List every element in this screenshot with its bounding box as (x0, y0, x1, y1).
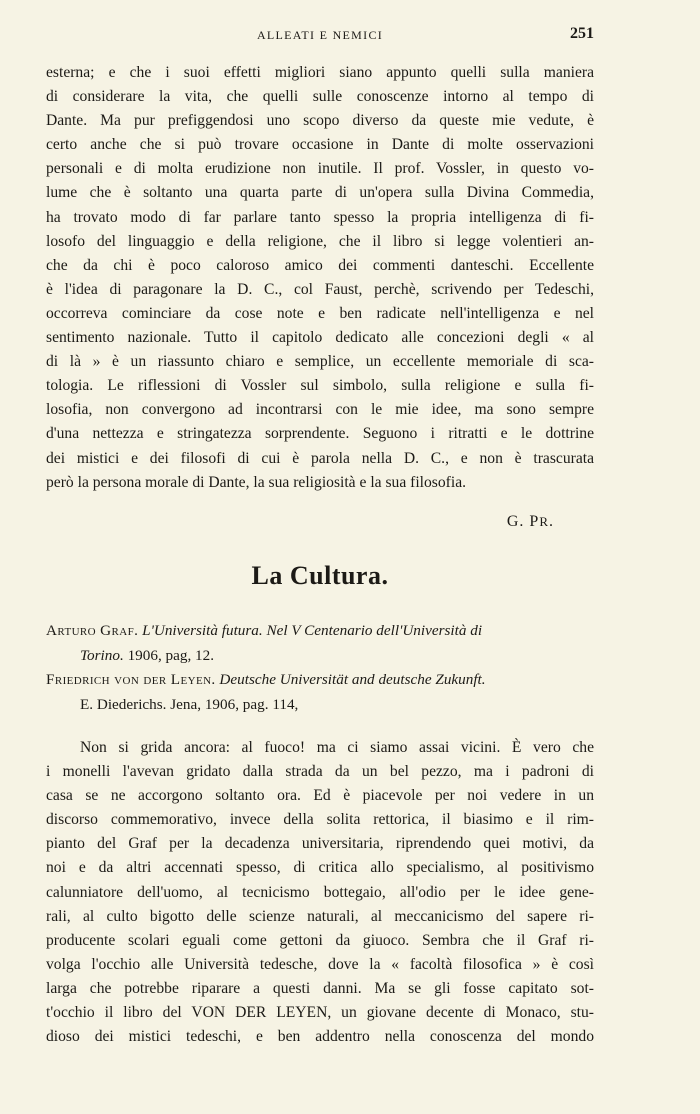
text-line: esterna; e che i suoi effetti migliori siano appunto quelli sulla maniera (46, 64, 594, 81)
text-line: losofia, non convergono ad incontrarsi con le mie idee, ma sono sempre (46, 401, 594, 419)
text-line: volga l'occhio alle Università tedesche, dove la « facoltà filosofica » è così (46, 955, 594, 973)
text-line: però la persona morale di Dante, la sua religiosità e la sua filosofia. (46, 473, 467, 491)
text-line: producente scolari eguali come gettoni da giuoco. Sembra che il Graf ri- (46, 931, 594, 949)
text-line: larga che potrebbe riparare a questi danni. Ma se gli fosse capitato sot- (46, 979, 594, 997)
running-head (46, 25, 594, 45)
bib-entry-leyen (46, 668, 594, 693)
text-line: Dante. Ma pur prefiggendosi uno scopo diverso da queste mie vedute, è (46, 112, 594, 130)
text-line: pianto del Graf per la decadenza universitaria, riprendendo quei motivi, da (46, 835, 594, 853)
text-line: ha trovato modo di far parlare tanto spesso la propria intelligenza di fi- (46, 208, 594, 226)
running-title: ALLEATI E NEMICI (256, 28, 384, 42)
text-line: noi e da altri accennati spesso, di critica allo specialismo, al positivismo (46, 859, 594, 877)
bib-entry-graf-cont (46, 644, 594, 669)
bib-title-cont: Torino. (80, 646, 124, 664)
text-line: lume che è soltanto una quarta parte di un'opera sulla Divina Commedia, (46, 184, 594, 202)
bibliography (46, 619, 594, 717)
text-line: discorso commemorativo, invece della solita rettorica, il biasimo e il rim- (46, 811, 594, 829)
text-line: i monelli l'avevan gridato dalla strada da un bel pezzo, ma i padroni di (46, 763, 594, 781)
text-line: di considerare la vita, che quelli sulle conoscenze intorno al tempo di (46, 88, 594, 106)
text-line: t'occhio il libro del VON DER LEYEN, un giovane decente di Monaco, stu- (46, 1004, 594, 1022)
bib-details: E. Diederichs. Jena, 1906, pag. 114, (80, 695, 299, 713)
text-line: Non si grida ancora: al fuoco! ma ci siamo assai vicini. È vero che (80, 739, 594, 756)
text-line: tologia. Le riflessioni di Vossler sul simbolo, sulla religione e sulla fi- (46, 377, 594, 395)
bib-author: Friedrich von der Leyen. (46, 671, 216, 688)
bib-entry-leyen-cont (46, 693, 594, 718)
text-line: che da chi è poco caloroso amico dei commenti danteschi. Eccellente (46, 256, 594, 274)
bib-author: Arturo Graf. (46, 622, 139, 639)
section-heading: La Cultura. (251, 561, 389, 590)
text-line: dei mistici e dei filosofi di cui è parola nella D. C., e non è trascurata (46, 449, 594, 467)
text-line: rali, al culto bigotto delle scienze naturali, al meccanicismo del sapere ri- (46, 907, 594, 925)
text-line: calunniatore dell'uomo, al tecnicismo bottegaio, all'odio per le idee gene- (46, 883, 594, 901)
bib-details: 1906, pag, 12. (127, 646, 215, 664)
text-line: di là » è un riassunto chiaro e semplice, un eccellente memoriale di sca- (46, 353, 594, 371)
page-number: 251 (570, 25, 594, 42)
bib-title: Deutsche Universität and deutsche Zukunft. (219, 671, 486, 688)
text-line: losofo del linguaggio e della religione, che il libro si legge volentieri an- (46, 232, 594, 250)
text-line: occorreva cominciare da cose note e ben radicate nell'intelligenza e nel (46, 304, 594, 322)
bib-entry-graf (46, 619, 594, 644)
text-line: certo anche che si può trovare occasione in Dante di molte osservazioni (46, 136, 594, 154)
text-line: dioso dei mistici tedeschi, e ben addentro nella conoscenza del mondo (46, 1028, 594, 1046)
text-line: d'una nettezza e stringatezza sorprendente. Seguono i ritratti e le dottrine (46, 425, 594, 443)
bib-title: L'Università futura. Nel V Centenario dell'Università di (142, 622, 483, 639)
article-text (46, 736, 594, 1049)
text-line: casa se ne accorgono soltanto ora. Ed è piacevole per noi vedere in un (46, 787, 594, 805)
text-line: personali e di molta erudizione non inutile. Il prof. Vossler, in questo vo- (46, 160, 594, 178)
review-text (46, 61, 594, 495)
text-line: sentimento nazionale. Tutto il capitolo dedicato alle concezioni degli « al (46, 329, 594, 347)
review-signature: G. PR. (506, 513, 554, 530)
text-line: è l'idea di paragonare la D. C., col Faust, perchè, scrivendo per Tedeschi, (46, 280, 594, 298)
